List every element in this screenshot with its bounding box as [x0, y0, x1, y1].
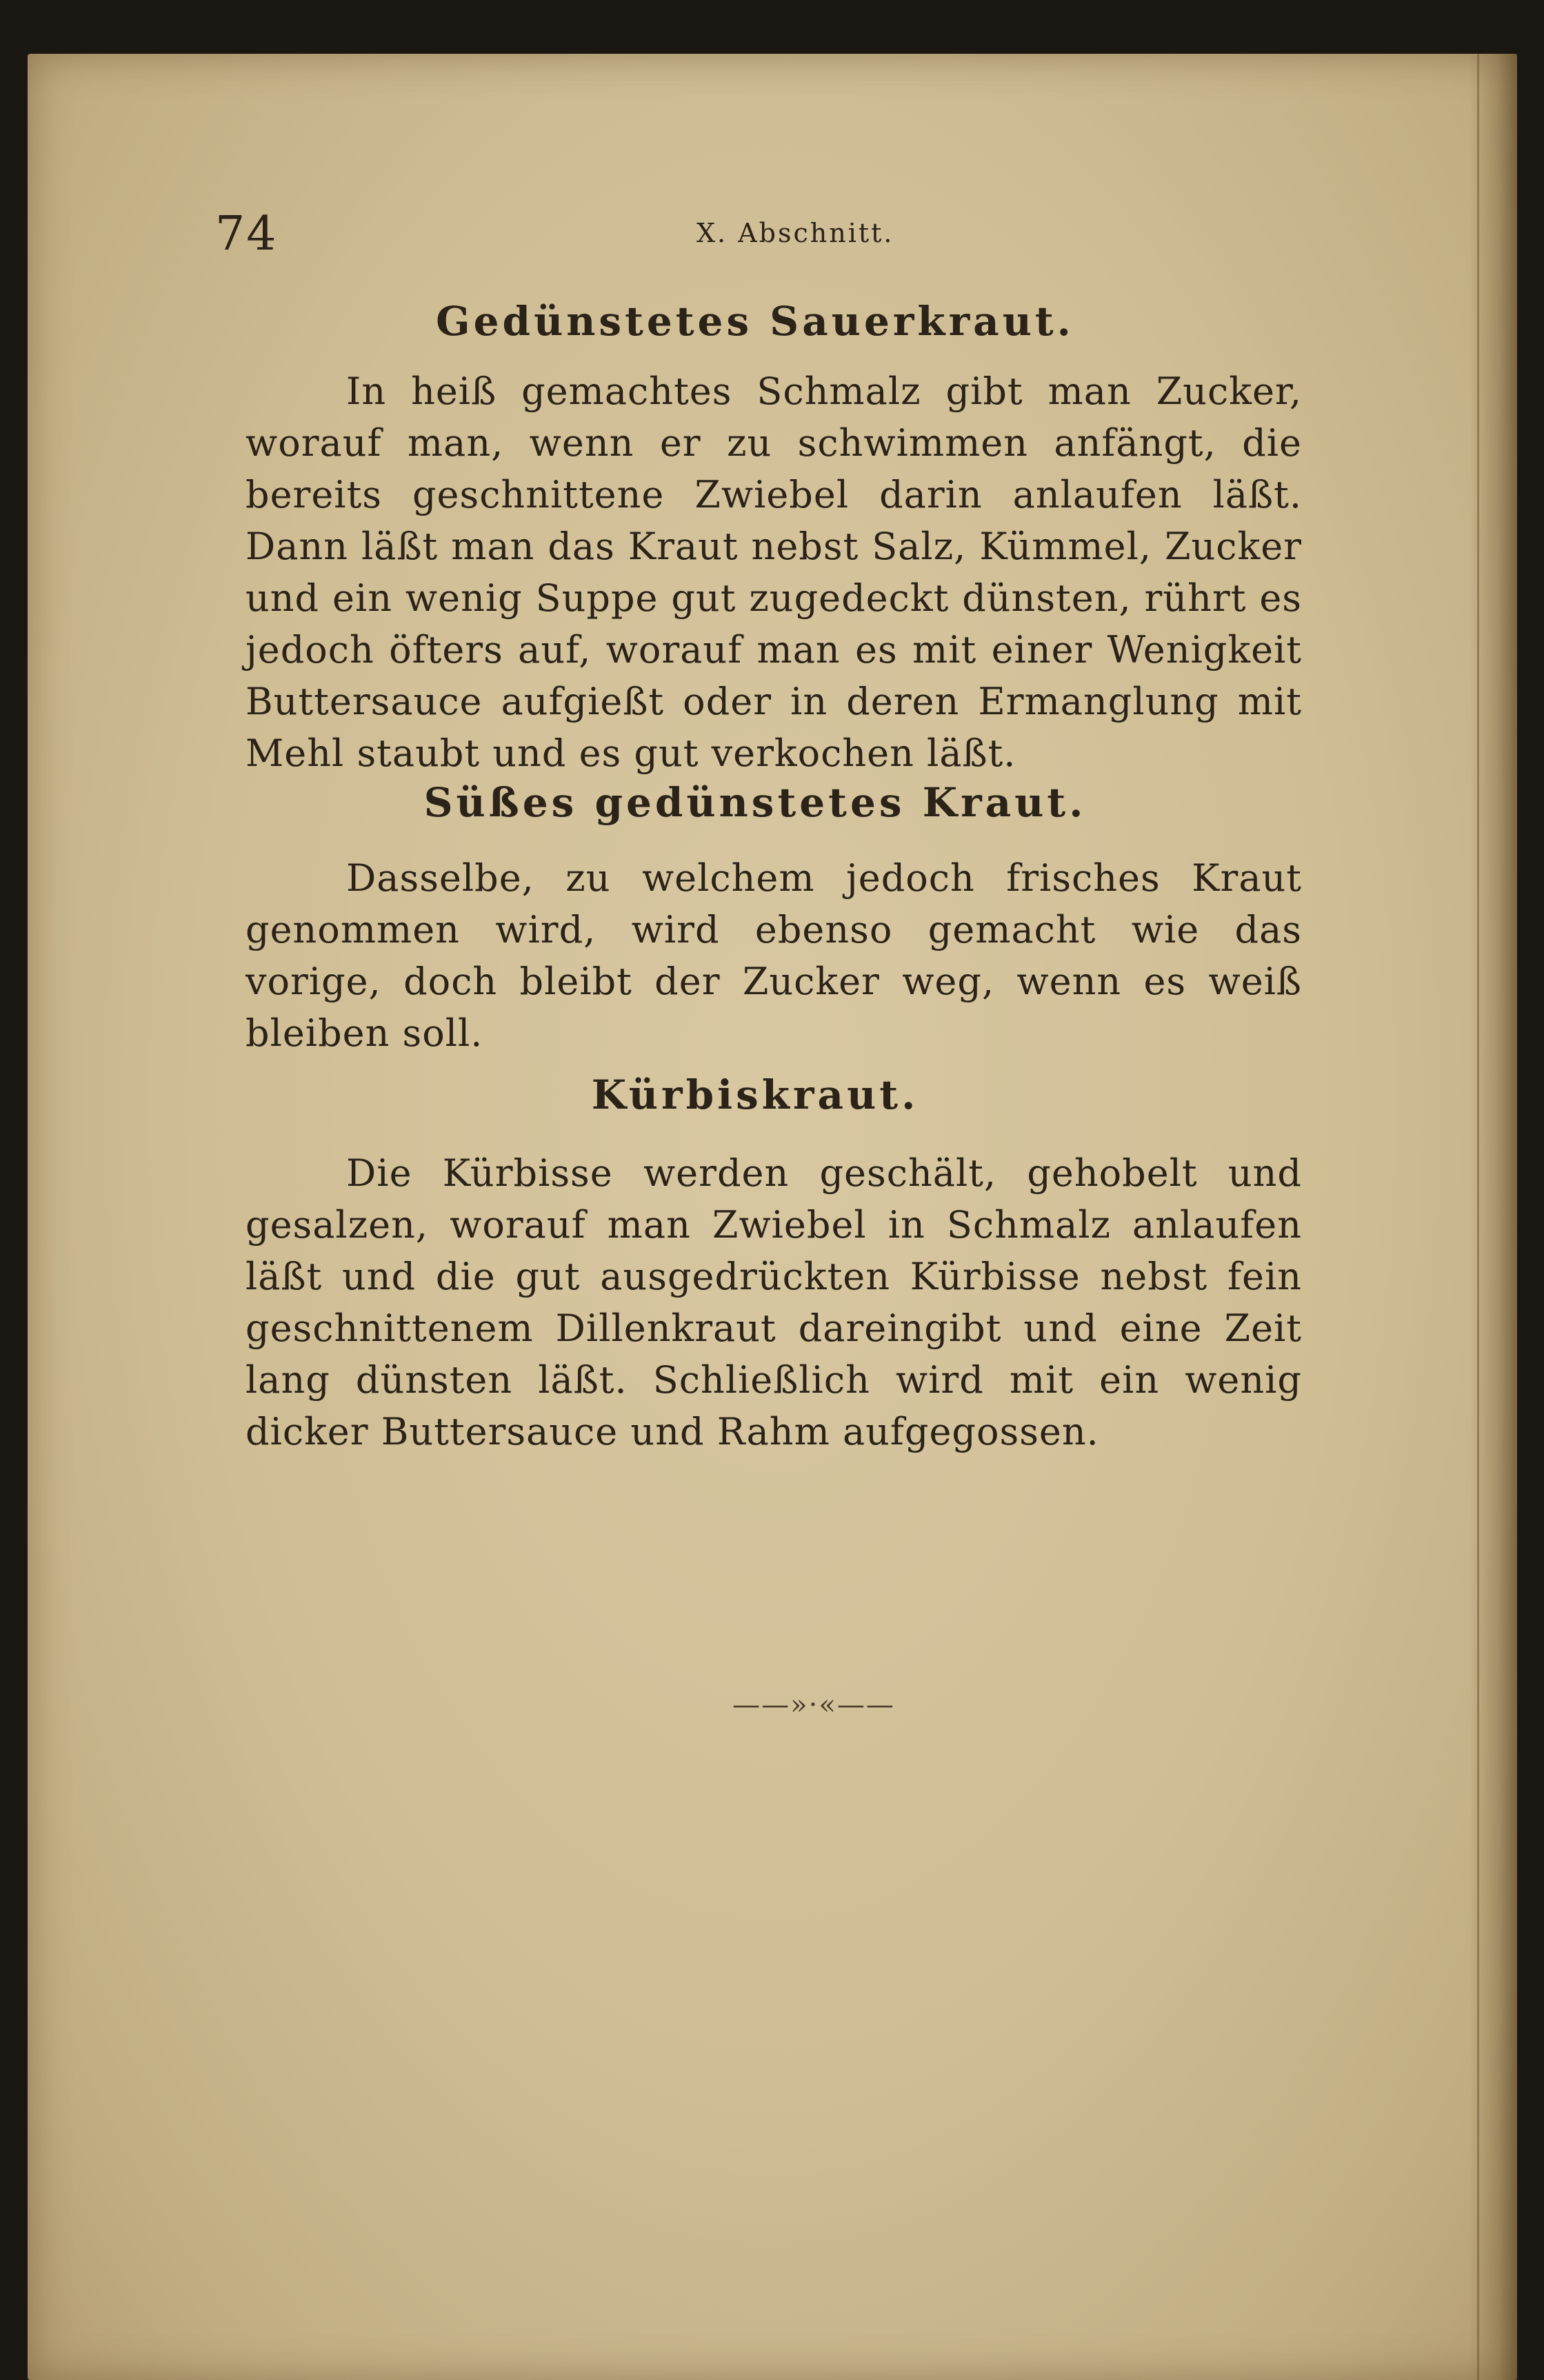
page-number: 74 — [215, 207, 278, 261]
end-ornament: ——»·«—— — [732, 1689, 895, 1721]
section-title-sauerkraut: Gedünstetes Sauerkraut. — [436, 298, 1074, 345]
section-title-kuerbiskraut: Kürbiskraut. — [591, 1071, 919, 1118]
section-text-sauerkraut: In heiß gemachtes Schmalz gibt man Zucker, worauf man, wenn er zu schwimmen anfängt, die bereits geschnittene Zwiebel darin anlaufen läßt. Dann läßt man das Kraut nebst Salz, Kümmel, Zucker und ein wenig Suppe gut zugedeckt dünsten, rührt es jedoch öfters auf, worauf man es mit einer Wenigkeit Buttersauce aufgießt oder in deren Ermanglung mit Mehl staubt und es gut verkochen läßt. — [245, 370, 1302, 775]
running-head: X. Abschnitt. — [696, 218, 894, 248]
section-text-kuerbiskraut: Die Kürbisse werden geschält, gehobelt und gesalzen, worauf man Zwiebel in Schmalz anlaufen läßt und die gut ausgedrückten Kürbisse nebst fein geschnittenem Dillenkraut dareingibt und eine Zeit lang dünsten läßt. Schließlich wird mit ein wenig dicker Buttersauce und Rahm aufgegossen. — [245, 1151, 1302, 1453]
page-fold-line — [1477, 54, 1479, 2380]
section-text-suesses-kraut: Dasselbe, zu welchem jedoch frisches Kraut genommen wird, wird ebenso gemacht wie das vorige, doch bleibt der Zucker weg, wenn es weiß bleiben soll. — [245, 856, 1302, 1055]
page-edge-shadow — [1469, 54, 1517, 2380]
section-title-suesses-kraut: Süßes gedünstetes Kraut. — [423, 779, 1087, 826]
